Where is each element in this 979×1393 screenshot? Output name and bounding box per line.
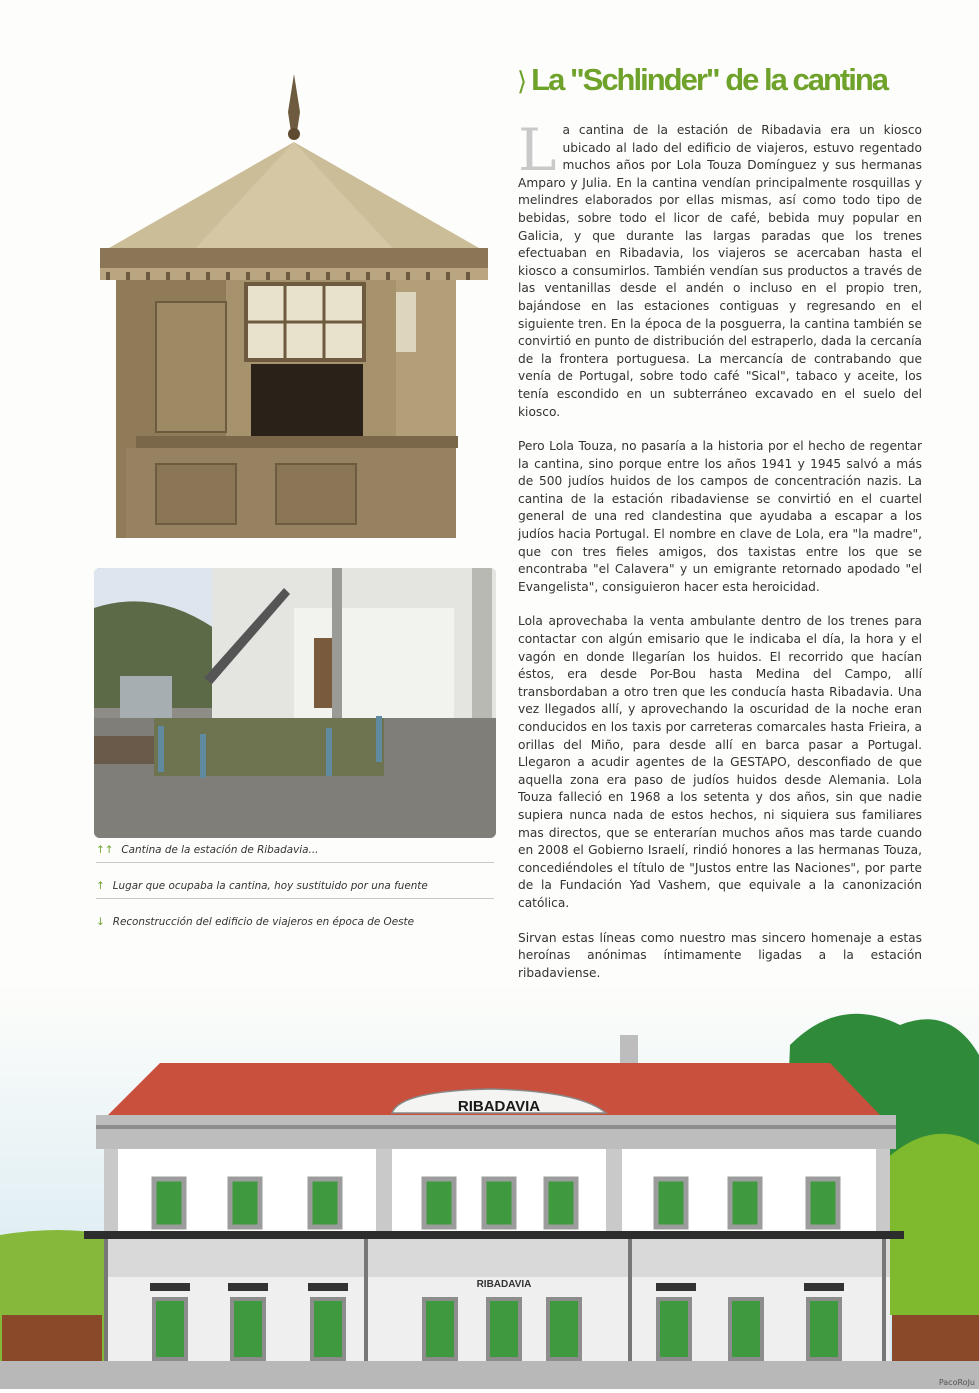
location-photo <box>94 568 496 838</box>
paragraph-4: Sirvan estas líneas como nuestro mas sincero homenaje a estas heroínas anónimas íntimamente ligadas a la estación ribadaviense. <box>518 930 922 980</box>
article-title-text: La "Schlinder" de la cantina <box>531 62 887 97</box>
caption-2-text: Lugar que ocupaba la cantina, hoy sustituido por una fuente <box>112 880 428 892</box>
drop-cap: L <box>518 116 557 184</box>
station-name-sign: RIBADAVIA <box>457 1098 541 1115</box>
caption-3 <box>96 916 494 934</box>
caption-3-text: Reconstrucción del edificio de viajeros en época de Oeste <box>112 916 414 928</box>
paragraph-1 <box>518 116 922 421</box>
paragraph-3: Lola aprovechaba la venta ambulante dentro de los trenes para contactar con algún emisario que le indicaba el día, la hora y el vagón en donde llegarían los huidos. El recorrido que hacían éstos, era desde Por-Bou hasta Medina del Campo, allí transbordaban a otro tren que les conducía hasta Ribadavia. Una vez llegados allí, y aprovechando la oscuridad de la noche eran conducidos en los taxis por carreteras comarcales hasta Frieira, a orillas del Miño, para desde allí en barca pasar a Portugal. Llegaron a acudir agentes de la GESTAPO, desconfiado de que aquella zona era paso de judíos huidos desde Alemania. Lola Touza falleció en 1968 a los setenta y dos años, sin que nadie supiera nunca nada de estos hechos, ni siquiera sus familiares mas directos, que se enterarían muchos años mas tarde cuando en 2008 el Gobierno Israelí, rindió honores a las hermanas Touza, concediéndoles el título de "Justos entre las Naciones", por parte de la Fundación Yad Vashem, que equivale a la canonización católica. <box>518 614 922 910</box>
caption-2 <box>96 880 494 899</box>
illustration-credit: PacoRoJu <box>938 1378 975 1387</box>
station-lower-sign: RIBADAVIA <box>476 1279 532 1290</box>
caption-1 <box>96 844 494 863</box>
up-arrow-icon: ↑ <box>96 880 105 892</box>
article-title <box>517 62 957 98</box>
paragraph-2: Pero Lola Touza, no pasaría a la historia por el hecho de regentar la cantina, sino porque entre los años 1941 y 1945 salvó a más de 500 judíos huidos de los campos de concentración nazis. La cantina de la estación ribadaviense se convirtió en el cuartel general de una red clandestina que ayudaba a escapar a los judíos hacia Portugal. El nombre en clave de Lola, era "la madre", que con tres fieles amigos, dos taxistas entre los que se encontraba "el Calavera" y un emigrante retornado apodado "el Evangelista", consiguieron hacer esta heroicidad. <box>518 439 922 594</box>
up-arrow-icon: ↑↑ <box>96 844 114 856</box>
article-body <box>518 116 922 999</box>
station-illustration <box>0 985 979 1389</box>
paragraph-1-text: a cantina de la estación de Ribadavia era un kiosco ubicado al lado del edificio de viajeros, estuvo regentado muchos años por Lola Touza Domínguez y sus hermanas Amparo y Julia. En la cantina vendían principalmente rosquillas y melindres elaborados por ellas mismas, así como todo tipo de bebidas, sobre todo el licor de café, bebida muy popular en Galicia, y que durante las largas paradas que los trenes efectuaban en Ribadavia, los viajeros se acercaban hasta el kiosco a consumirlos. También vendían sus productos a través de las ventanillas desde el andén o incluso en el propio tren, bajándose en las estaciones contiguas y regresando en el siguiente tren. En la época de la posguerra, la cantina también se convirtió en punto de distribución del estraperlo, dada la cercanía de la frontera portuguesa. La mercancía de contrabando que venía de Portugal, sobre todo café "Sical", tabaco y aceite, los tenía escondido en un subterráneo excavado en el suelo del kiosco. <box>518 123 922 419</box>
kiosk-photo <box>96 72 492 542</box>
caption-1-text: Cantina de la estación de Ribadavia... <box>121 844 319 856</box>
title-marker: ⟩ <box>517 66 526 96</box>
down-arrow-icon: ↓ <box>96 916 105 928</box>
